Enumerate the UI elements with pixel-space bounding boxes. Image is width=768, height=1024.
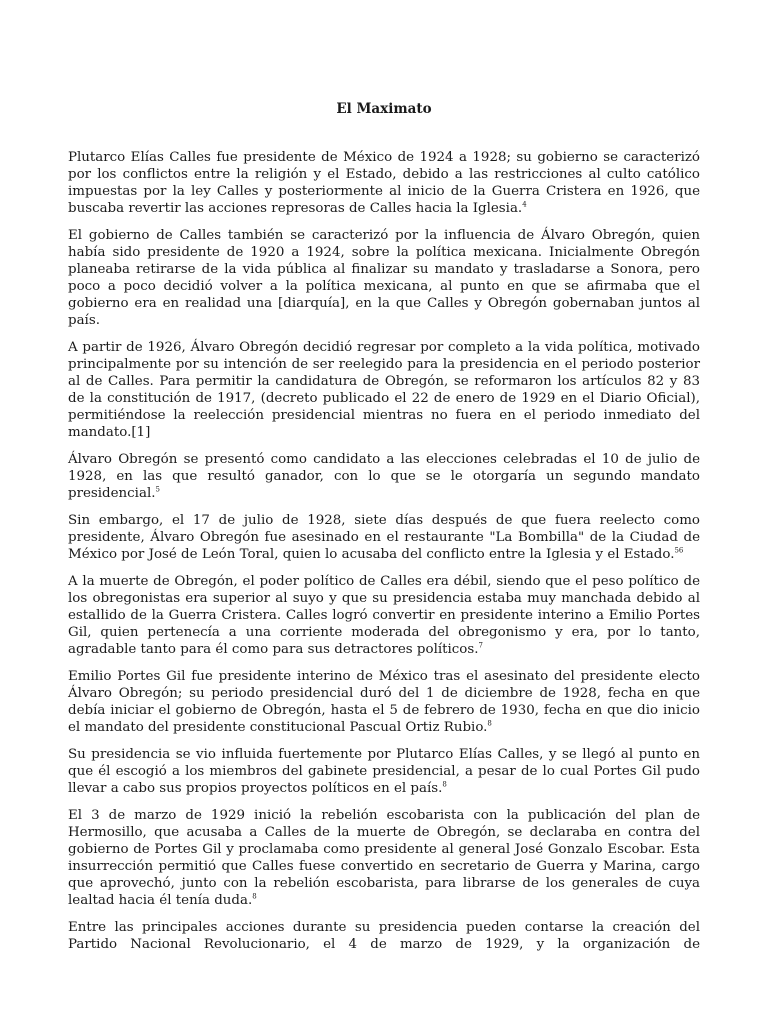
paragraph bbox=[68, 919, 700, 953]
paragraph-text: Sin embargo, el 17 de julio de 1928, siete días después de que fuera reelecto como presidente, Álvaro Obregón fue asesinado en el restaurante "La Bombilla" de la Ciudad de México por José de León Toral, quien lo acusaba del conflicto entre la Iglesia y el Estado. bbox=[68, 513, 700, 562]
footnote-ref: 4 bbox=[522, 200, 527, 209]
footnote-ref: 5 bbox=[155, 485, 160, 494]
footnote-ref: 56 bbox=[674, 546, 684, 555]
paragraph-text: A partir de 1926, Álvaro Obregón decidió regresar por completo a la vida política, motivado principalmente por su intención de ser reelegido para la presidencia en el periodo posterior al de Calles. Para permitir la candidatura de Obregón, se reformaron los artículos 82 y 83 de la constitución de 1917, (decreto publicado el 22 de enero de 1929 en el Diario Oficial), permitiéndose la reelección presidencial mientras no fuera en el periodo inmediato del mandato.[1] bbox=[68, 340, 700, 440]
paragraph-text: A la muerte de Obregón, el poder político de Calles era débil, siendo que el peso político de los obregonistas era superior al suyo y que su presidencia estaba muy manchada debido al estallido de la Guerra Cristera. Calles logró convertir en presidente interino a Emilio Portes Gil, quien pertenecía a una corriente moderada del obregonismo y era, por lo tanto, agradable tanto para él como para sus detractores políticos. bbox=[68, 574, 700, 657]
paragraph bbox=[68, 451, 700, 502]
paragraph-text: El 3 de marzo de 1929 inició la rebelión escobarista con la publicación del plan de Hermosillo, que acusaba a Calles de la muerte de Obregón, se declaraba en contra del gobierno de Portes Gil y proclamaba como presidente al general José Gonzalo Escobar. Esta insurrección permitió que Calles fuese convertido en secretario de Guerra y Marina, cargo que aprovechó, junto con la rebelión escobarista, para librarse de los generales de cuya lealtad hacia él tenía duda. bbox=[68, 808, 700, 908]
footnote-ref: 8 bbox=[442, 780, 447, 789]
footnote-ref: 8 bbox=[487, 719, 492, 728]
paragraph bbox=[68, 512, 700, 563]
document-body bbox=[68, 149, 700, 953]
paragraph bbox=[68, 573, 700, 658]
paragraph-text: Emilio Portes Gil fue presidente interino de México tras el asesinato del presidente electo Álvaro Obregón; su periodo presidencial duró del 1 de diciembre de 1928, fecha en que debía iniciar el gobierno de Obregón, hasta el 5 de febrero de 1930, fecha en que dio inicio el mandato del presidente constitucional Pascual Ortiz Rubio. bbox=[68, 669, 700, 735]
paragraph-text: El gobierno de Calles también se caracterizó por la influencia de Álvaro Obregón, quien había sido presidente de 1920 a 1924, sobre la política mexicana. Inicialmente Obregón planeaba retirarse de la vida pública al finalizar su mandato y trasladarse a Sonora, pero poco a poco decidió volver a la política mexicana, al punto en que se afirmaba que el gobierno era en realidad una [diarquía], en la que Calles y Obregón gobernaban juntos al país. bbox=[68, 228, 700, 328]
paragraph bbox=[68, 668, 700, 736]
paragraph bbox=[68, 339, 700, 441]
paragraph bbox=[68, 807, 700, 909]
paragraph bbox=[68, 149, 700, 217]
footnote-ref: 7 bbox=[478, 641, 483, 650]
paragraph-text: Entre las principales acciones durante su presidencia pueden contarse la creación del Partido Nacional Revolucionario, el 4 de marzo de 1929, y la organización de bbox=[68, 920, 700, 952]
paragraph-text: Plutarco Elías Calles fue presidente de México de 1924 a 1928; su gobierno se caracterizó por los conflictos entre la religión y el Estado, debido a las restricciones al culto católico impuestas por la ley Calles y posteriormente al inicio de la Guerra Cristera en 1926, que buscaba revertir las acciones represoras de Calles hacia la Iglesia. bbox=[68, 150, 700, 216]
paragraph-text: Álvaro Obregón se presentó como candidato a las elecciones celebradas el 10 de julio de 1928, en las que resultó ganador, con lo que se le otorgaría un segundo mandato presidencial. bbox=[68, 452, 700, 501]
footnote-ref: 8 bbox=[252, 892, 257, 901]
paragraph bbox=[68, 746, 700, 797]
document-page bbox=[68, 0, 700, 963]
document-title: El Maximato bbox=[336, 101, 432, 117]
paragraph bbox=[68, 227, 700, 329]
paragraph-text: Su presidencia se vio influida fuertemente por Plutarco Elías Calles, y se llegó al punto en que él escogió a los miembros del gabinete presidencial, a pesar de lo cual Portes Gil pudo llevar a cabo sus propios proyectos políticos en el país. bbox=[68, 747, 700, 796]
